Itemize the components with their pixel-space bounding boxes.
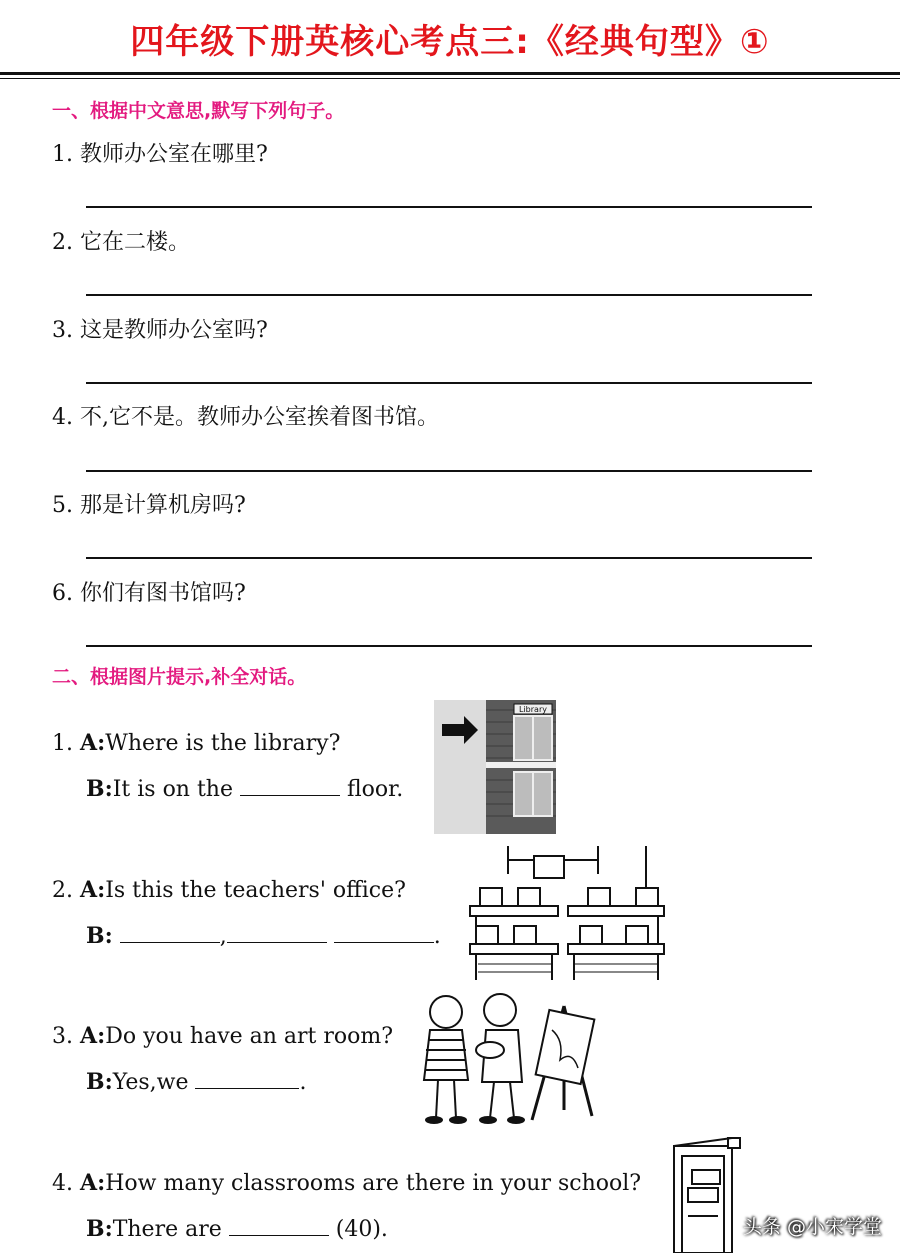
s2-item4-a-label: A: bbox=[80, 1170, 106, 1196]
s1-question-5 bbox=[52, 488, 246, 519]
s2-item4-b-pre: There are bbox=[112, 1217, 222, 1242]
s1-q6-text: 你们有图书馆吗? bbox=[80, 581, 246, 606]
computer-room-picture bbox=[468, 846, 668, 980]
s1-answer-line-3[interactable] bbox=[86, 382, 812, 384]
s2-item2-b-label: B: bbox=[86, 923, 113, 949]
classroom-door-picture bbox=[668, 1136, 746, 1253]
s1-question-3 bbox=[52, 313, 268, 344]
s2-item1-a-text: Where is the library? bbox=[105, 731, 341, 756]
watermark: 头条 @小宋学堂 bbox=[742, 1216, 882, 1238]
s2-item4-b-label: B: bbox=[86, 1216, 113, 1242]
s2-item1-a bbox=[52, 730, 340, 756]
easel-canvas-icon bbox=[536, 1010, 595, 1084]
s2-item1-b-label: B: bbox=[86, 776, 113, 802]
title-rule-thick bbox=[0, 72, 900, 75]
s2-item2-num: 2. bbox=[52, 878, 73, 903]
s2-item1-b bbox=[86, 776, 403, 802]
s1-question-6 bbox=[52, 576, 246, 607]
s2-item2-a-text: Is this the teachers' office? bbox=[105, 878, 406, 903]
s2-item2-a bbox=[52, 877, 406, 903]
s1-answer-line-4[interactable] bbox=[86, 470, 812, 472]
s2-item1-blank[interactable] bbox=[240, 777, 340, 796]
s2-item4-a bbox=[52, 1170, 641, 1196]
s1-q1-num: 1. bbox=[52, 142, 73, 167]
s2-item4-a-text: How many classrooms are there in your school? bbox=[105, 1171, 642, 1196]
s2-item2-b bbox=[86, 923, 441, 949]
s1-answer-line-6[interactable] bbox=[86, 645, 812, 647]
s1-q4-text: 不,它不是。教师办公室挨着图书馆。 bbox=[80, 405, 439, 430]
s2-item3-blank[interactable] bbox=[195, 1070, 299, 1089]
s1-q5-text: 那是计算机房吗? bbox=[80, 493, 246, 518]
s1-q1-text: 教师办公室在哪里? bbox=[80, 142, 268, 167]
s2-item2-blank-1[interactable] bbox=[120, 924, 220, 943]
page-title: 四年级下册英核心考点三:《经典句型》① bbox=[130, 22, 770, 62]
s2-item2-a-label: A: bbox=[80, 877, 106, 903]
s2-item1-a-label: A: bbox=[80, 730, 106, 756]
s1-q3-num: 3. bbox=[52, 318, 73, 343]
s2-item4-b-post: (40). bbox=[335, 1217, 388, 1242]
s1-answer-line-5[interactable] bbox=[86, 557, 812, 559]
s1-q4-num: 4. bbox=[52, 405, 73, 430]
s1-q3-text: 这是教师办公室吗? bbox=[80, 318, 268, 343]
s1-answer-line-2[interactable] bbox=[86, 294, 812, 296]
s2-item3-a-label: A: bbox=[80, 1023, 106, 1049]
s2-item3-b-end: . bbox=[299, 1070, 307, 1095]
s2-item3-b-label: B: bbox=[86, 1069, 113, 1095]
s2-item4-b bbox=[86, 1216, 388, 1242]
s1-q6-num: 6. bbox=[52, 581, 73, 606]
s1-q2-text: 它在二楼。 bbox=[80, 230, 191, 255]
s1-question-4 bbox=[52, 400, 439, 431]
library-sign-text: Library bbox=[519, 705, 547, 714]
s2-item4-blank[interactable] bbox=[229, 1217, 329, 1236]
s2-item3-a-text: Do you have an art room? bbox=[105, 1024, 394, 1049]
s2-item1-num: 1. bbox=[52, 731, 73, 756]
s2-item3-a bbox=[52, 1023, 393, 1049]
s1-answer-line-1[interactable] bbox=[86, 206, 812, 208]
s1-question-1 bbox=[52, 137, 268, 168]
section1-heading: 一、根据中文意思,默写下列句子。 bbox=[52, 100, 345, 122]
s1-q5-num: 5. bbox=[52, 493, 73, 518]
s2-item3-num: 3. bbox=[52, 1024, 73, 1049]
palette-icon bbox=[476, 1042, 504, 1058]
s1-q2-num: 2. bbox=[52, 230, 73, 255]
s2-item2-blank-2[interactable] bbox=[227, 924, 327, 943]
section2-heading: 二、根据图片提示,补全对话。 bbox=[52, 666, 307, 688]
s2-item2-blank-3[interactable] bbox=[334, 924, 434, 943]
s2-item2-b-end: . bbox=[433, 924, 441, 949]
s2-item3-b-pre: Yes,we bbox=[112, 1070, 189, 1095]
s2-item4-num: 4. bbox=[52, 1171, 73, 1196]
s2-item3-b bbox=[86, 1069, 306, 1095]
art-room-children-picture bbox=[414, 990, 596, 1124]
s2-item2-b-sep: , bbox=[219, 924, 227, 949]
library-building-picture bbox=[434, 700, 556, 834]
s1-question-2 bbox=[52, 225, 190, 256]
s2-item1-b-post: floor. bbox=[347, 777, 404, 802]
s2-item1-b-pre: It is on the bbox=[112, 777, 233, 802]
title-rule-thin bbox=[0, 78, 900, 79]
